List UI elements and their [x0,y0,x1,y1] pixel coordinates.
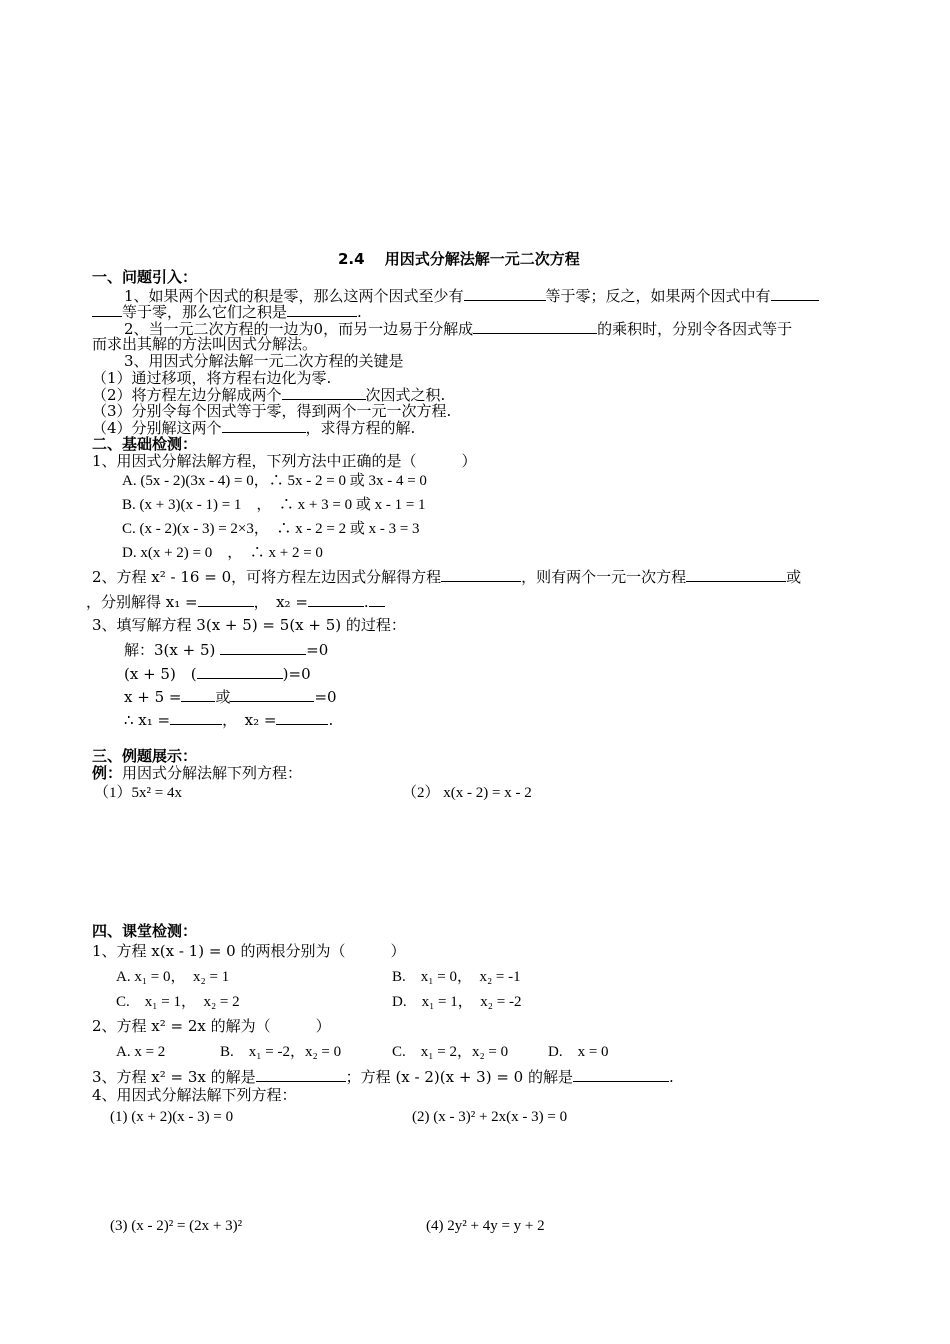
s1-p3: 3、用因式分解法解一元二次方程的关键是 [124,352,404,370]
text: ，求得方程的解. [305,419,416,437]
answer-blank[interactable] [92,302,122,317]
example-label: 例： [92,764,123,782]
answer-blank[interactable] [287,302,357,317]
answer-blank[interactable] [256,1067,346,1082]
s4-q2-option-a: A. x = 2 [116,1044,166,1060]
text: 等于零，那么它们之积是 [122,303,288,321]
s4-problem-3: (3) (x - 2)² = (2x + 3)² [110,1218,243,1234]
text: 的乘积时，分别令各因式等于 [597,320,793,338]
s4-q2-option-b: B. x₁ = -2，x₂ = 0 [220,1044,342,1060]
text: . [357,303,362,321]
text: (x + 5) ( [124,665,197,683]
text: =0 [306,641,329,659]
answer-blank[interactable] [220,640,306,655]
text: ；方程 (x - 2)(x + 3) = 0 的解是 [345,1068,573,1086]
text: 用因式分解法解下列方程： [122,764,303,782]
answer-blank[interactable] [441,567,521,582]
section-4-heading: 四、课堂检测： [92,922,198,940]
s2-q1-option-c: C. (x - 2)(x - 3) = 2×3， ∴ x - 2 = 2 或 x - 3 = 3 [122,521,420,537]
answer-blank[interactable] [197,664,283,679]
text: . [363,593,369,611]
s4-q2-option-c: C. x₁ = 2，x₂ = 0 [392,1044,509,1060]
s4-q1-option-c: C. x₁ = 1， x₂ = 2 [116,994,240,1010]
text: ，分别解得 x₁ = [86,593,198,611]
s4-q1-option-a: A. x₁ = 0， x₂ = 1 [116,969,230,985]
text: （4）分别解这两个 [92,419,222,437]
text: )=0 [282,665,311,683]
answer-blank[interactable] [276,710,328,725]
s2-q1-option-a: A. (5x - 2)(3x - 4) = 0，∴ 5x - 2 = 0 或 3x - 4 = 0 [122,473,427,489]
s3-example-1: （1）5x² = 4x [94,785,182,801]
page-title: 2.4 用因式分解法解一元二次方程 [338,250,580,268]
answer-blank[interactable] [686,567,786,582]
text: 2、方程 x² - 16 = 0，可将方程左边因式分解得方程 [92,568,442,586]
s2-q2-line1 [92,567,801,586]
s4-problem-2: (2) (x - 3)² + 2x(x - 3) = 0 [412,1109,568,1125]
answer-blank[interactable] [170,710,222,725]
answer-blank[interactable] [573,1067,669,1082]
s1-step3: （3）分别令每个因式等于零，得到两个一元一次方程. [92,402,452,420]
answer-blank[interactable] [369,592,385,607]
answer-blank[interactable] [308,592,364,607]
text: x + 5 = [124,688,182,706]
text: ， x₂ = [253,593,308,611]
text: 或 [786,568,802,586]
text: ， x₂ = [222,711,277,729]
answer-blank[interactable] [222,418,306,433]
s2-q1-option-b: B. (x + 3)(x - 1) = 1 ， ∴ x + 3 = 0 或 x - 1 = 1 [122,497,426,513]
answer-blank[interactable] [473,319,597,334]
text: （2）将方程左边分解成两个 [92,386,282,404]
text: . [328,711,334,729]
answer-blank[interactable] [230,687,314,702]
section-2-heading: 二、基础检测： [92,435,198,453]
s4-problem-1: (1) (x + 2)(x - 3) = 0 [110,1109,234,1125]
s2-q2-line2 [86,592,385,611]
text: 次因式之积. [365,386,446,404]
s4-problem-4: (4) 2y² + 4y = y + 2 [426,1218,545,1234]
s1-p2-line2: 而求出其解的方法叫因式分解法。 [92,335,318,353]
text: ，则有两个一元一次方程 [521,568,687,586]
text: . [668,1068,674,1086]
text: 1、如果两个因式的积是零，那么这两个因式至少有 [124,287,464,305]
s2-q1-option-d: D. x(x + 2) = 0 ， ∴ x + 2 = 0 [122,545,323,561]
text: ∴ x₁ = [124,711,171,729]
answer-blank[interactable] [181,687,215,702]
answer-blank[interactable] [464,286,546,301]
s2-q3: 3、填写解方程 3(x + 5) = 5(x + 5) 的过程： [92,616,406,634]
answer-blank[interactable] [198,592,254,607]
text: =0 [314,688,337,706]
answer-blank[interactable] [771,286,819,301]
s4-q1-option-d: D. x₁ = 1， x₂ = -2 [392,994,522,1010]
s3-example-2: （2） x(x - 2) = x - 2 [402,785,532,801]
text: 等于零；反之，如果两个因式中有 [545,287,771,305]
s2-q1: 1、用因式分解法解方程，下列方法中正确的是（ ） [92,452,477,470]
text: 或 [215,688,231,706]
s2-q3-step4 [124,710,333,729]
s4-q1-option-b: B. x₁ = 0， x₂ = -1 [392,969,521,985]
s2-q3-step3 [124,687,337,706]
answer-blank[interactable] [282,385,366,400]
text: 3、方程 x² = 3x 的解是 [92,1068,256,1086]
s4-q2-option-d: D. x = 0 [548,1044,609,1060]
s3-example-intro [92,764,302,782]
s1-step1: （1）通过移项，将方程右边化为零. [92,369,332,387]
text: 2、当一元二次方程的一边为0，而另一边易于分解成 [124,320,474,338]
section-3-heading: 三、例题展示： [92,747,198,765]
s4-q4: 4、用因式分解法解下列方程： [92,1086,297,1104]
s4-q1: 1、方程 x(x - 1) = 0 的两根分别为（ ） [92,942,406,960]
s2-q3-step2 [124,664,311,683]
section-1-heading: 一、问题引入： [92,268,198,286]
s2-q3-step1 [124,640,328,659]
s4-q3 [92,1067,674,1086]
text: 解：3(x + 5) [124,641,216,659]
s4-q2: 2、方程 x² = 2x 的解为（ ） [92,1017,331,1035]
